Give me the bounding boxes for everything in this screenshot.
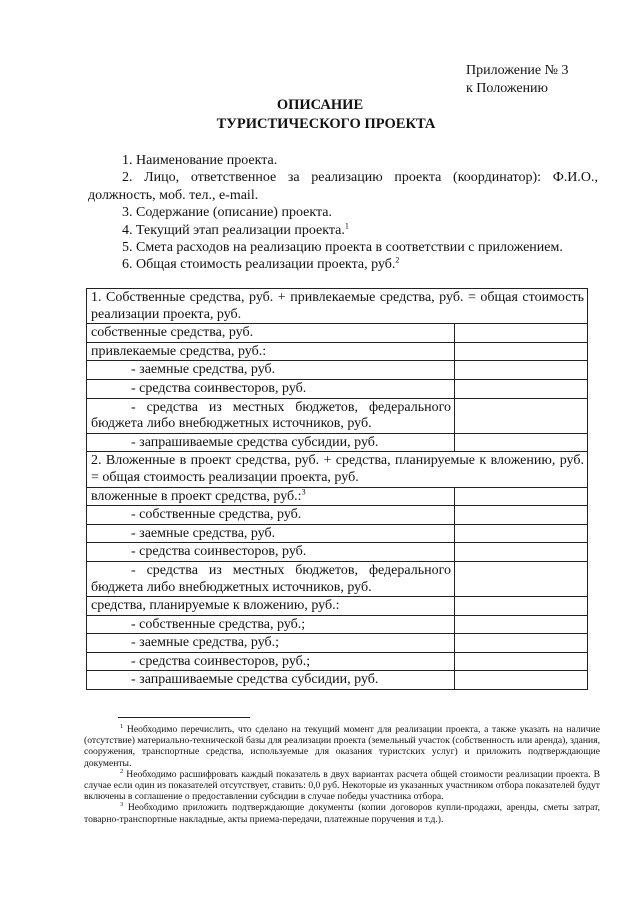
document-title bbox=[0, 96, 640, 134]
item-3: 3. Содержание (описание) проекта. bbox=[122, 205, 332, 221]
table-row bbox=[87, 506, 588, 525]
value-cell bbox=[454, 379, 587, 398]
row-label: средства, планируемые к вложению, руб.: bbox=[87, 597, 455, 616]
row-label: - собственные средства, руб. bbox=[87, 506, 455, 525]
row-label: - средства из местных бюджетов, федерального бюджета либо внебюджетных источников, руб. bbox=[87, 398, 455, 433]
table-row bbox=[87, 289, 588, 324]
row-label: - запрашиваемые средства субсидии, руб. bbox=[87, 433, 455, 452]
table-row bbox=[87, 597, 588, 616]
value-cell bbox=[454, 524, 587, 543]
value-cell bbox=[454, 342, 587, 361]
row-label: - собственные средства, руб.; bbox=[87, 615, 455, 634]
value-cell bbox=[454, 398, 587, 433]
footnote-ref-1: 1 bbox=[344, 220, 349, 230]
section-2-header: 2. Вложенные в проект средства, руб. + средства, планируемые к вложению, руб. = общая стоимость реализации проекта, руб. bbox=[87, 452, 588, 487]
row-label: - заемные средства, руб. bbox=[87, 361, 455, 380]
item-5: 5. Смета расходов на реализацию проекта в соответствии с приложением. bbox=[122, 240, 563, 256]
footnote-1-number: 1 bbox=[120, 722, 124, 730]
footnote-3 bbox=[84, 802, 600, 824]
item-6-text: 6. Общая стоимость реализации проекта, руб. bbox=[122, 257, 396, 273]
table-row bbox=[87, 452, 588, 487]
value-cell bbox=[454, 324, 587, 343]
table-row bbox=[87, 652, 588, 671]
table-row bbox=[87, 615, 588, 634]
title-line-1: ОПИСАНИЕ bbox=[276, 97, 364, 113]
table-row bbox=[87, 433, 588, 452]
row-label: - заемные средства, руб. bbox=[87, 524, 455, 543]
table-row bbox=[87, 379, 588, 398]
value-cell bbox=[454, 433, 587, 452]
value-cell bbox=[454, 543, 587, 562]
footnote-2-text: Необходимо расшифровать каждый показатель в двух вариантах расчета общей стоимости реализации проекта. В случае если один из показателей отсутствует, ставить: 0,0 руб. Некоторые из указанных участником отбора показателей будут включены в соглашение о предоставлении субсидии в случае победы участника отбора. bbox=[84, 768, 600, 803]
title-line-2: ТУРИСТИЧЕСКОГО ПРОЕКТА bbox=[216, 116, 436, 132]
annex-number: Приложение № 3 bbox=[466, 63, 569, 78]
section-1-header: 1. Собственные средства, руб. + привлекаемые средства, руб. = общая стоимость реализации проекта, руб. bbox=[87, 289, 588, 324]
footnote-ref-3: 3 bbox=[301, 486, 306, 496]
value-cell bbox=[454, 634, 587, 653]
table-row bbox=[87, 361, 588, 380]
item-1: 1. Наименование проекта. bbox=[122, 153, 278, 168]
table-row bbox=[87, 634, 588, 653]
annex-reference bbox=[466, 62, 569, 98]
table-row bbox=[87, 398, 588, 433]
table-row bbox=[87, 671, 588, 690]
item-6 bbox=[88, 256, 598, 273]
table-row bbox=[87, 324, 588, 343]
value-cell bbox=[454, 361, 587, 380]
row-label bbox=[87, 487, 455, 506]
row-label: - средства соинвесторов, руб.; bbox=[87, 652, 455, 671]
row-label: привлекаемые средства, руб.: bbox=[87, 342, 455, 361]
footnote-2 bbox=[84, 769, 600, 803]
table-row bbox=[87, 561, 588, 596]
footnote-ref-2: 2 bbox=[395, 255, 400, 265]
row-label: - запрашиваемые средства субсидии, руб. bbox=[87, 671, 455, 690]
item-4-text: 4. Текущий этап реализации проекта. bbox=[122, 222, 345, 238]
table-row bbox=[87, 524, 588, 543]
value-cell bbox=[454, 506, 587, 525]
table-row bbox=[87, 543, 588, 562]
row-label: собственные средства, руб. bbox=[87, 324, 455, 343]
value-cell bbox=[454, 615, 587, 634]
footnote-3-text: Необходимо приложить подтверждающие документы (копии договоров купли-продажи, аренды, сметы затрат, товарно-транспортные накладные, акты приема-передачи, платежные поручения и т.д.). bbox=[84, 802, 600, 825]
item-4 bbox=[88, 222, 598, 239]
annex-regulation: к Положению bbox=[466, 81, 549, 96]
table-row bbox=[87, 487, 588, 506]
row-label: - средства соинвесторов, руб. bbox=[87, 543, 455, 562]
footnote-2-number: 2 bbox=[120, 767, 124, 775]
footnotes bbox=[84, 724, 600, 825]
value-cell bbox=[454, 652, 587, 671]
project-items bbox=[88, 152, 598, 274]
value-cell bbox=[454, 597, 587, 616]
value-cell bbox=[454, 487, 587, 506]
cost-table bbox=[86, 288, 588, 690]
footnote-1 bbox=[84, 724, 600, 769]
row-label: - заемные средства, руб.; bbox=[87, 634, 455, 653]
value-cell bbox=[454, 561, 587, 596]
row-label: - средства соинвесторов, руб. bbox=[87, 379, 455, 398]
footnote-3-number: 3 bbox=[120, 801, 124, 809]
item-2: 2. Лицо, ответственное за реализацию проекта (координатор): Ф.И.О., должность, моб. тел., e-mail. bbox=[88, 170, 598, 203]
table-row bbox=[87, 342, 588, 361]
value-cell bbox=[454, 671, 587, 690]
footnote-1-text: Необходимо перечислить, что сделано на текущий момент для реализации проекта, а также указать на наличие (отсутствие) материально-технической базы для реализации проекта (земельный участок (собственность или аренда), здания, сооружения, транспортные средства, используемые для оказания туристских услуг) и приложить подтверждающие документы. bbox=[84, 724, 600, 769]
footnote-divider bbox=[118, 717, 250, 718]
invested-label: вложенные в проект средства, руб.: bbox=[91, 488, 302, 504]
row-label: - средства из местных бюджетов, федерального бюджета либо внебюджетных источников, руб. bbox=[87, 561, 455, 596]
